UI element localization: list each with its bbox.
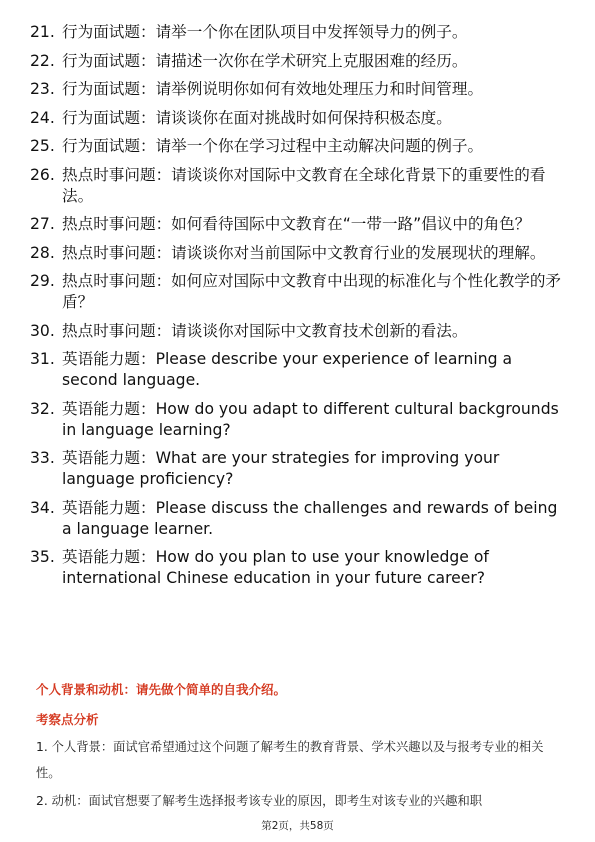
question-text: 行为面试题：请举一个你在学习过程中主动解决问题的例子。 bbox=[62, 137, 484, 155]
question-text: 英语能力题：Please discuss the challenges and rewards of being a language learner. bbox=[62, 498, 558, 538]
question-number: 29. bbox=[30, 272, 55, 290]
question-number: 22. bbox=[30, 51, 55, 70]
question-list bbox=[30, 22, 570, 597]
question-number: 33. bbox=[30, 449, 55, 467]
question-number: 30. bbox=[30, 321, 55, 340]
question-item bbox=[30, 547, 570, 589]
question-number: 26. bbox=[30, 165, 55, 184]
question-number: 25. bbox=[30, 137, 55, 155]
question-item bbox=[30, 243, 570, 264]
analysis-paragraph-2: 2. 动机：面试官想要了解考生选择报考该专业的原因，即考生对该专业的兴趣和职 bbox=[36, 794, 483, 808]
question-item bbox=[30, 399, 570, 441]
question-number: 31. bbox=[30, 350, 55, 368]
analysis-paragraph-1: 1. 个人背景：面试官希望通过这个问题了解考生的教育背景、学术兴趣以及与报考专业的相关性。 bbox=[36, 740, 544, 780]
question-text: 热点时事问题：请谈谈你对国际中文教育技术创新的看法。 bbox=[62, 321, 468, 340]
question-text: 行为面试题：请举一个你在团队项目中发挥领导力的例子。 bbox=[62, 23, 468, 41]
question-item bbox=[30, 108, 570, 129]
question-number: 28. bbox=[30, 243, 55, 262]
question-item bbox=[30, 448, 570, 490]
question-item bbox=[30, 51, 570, 72]
question-text: 英语能力题：Please describe your experience of learning a second language. bbox=[62, 350, 513, 389]
question-number: 32. bbox=[30, 399, 55, 418]
question-item bbox=[30, 214, 570, 235]
question-text: 行为面试题：请举例说明你如何有效地处理压力和时间管理。 bbox=[62, 80, 484, 98]
question-text: 热点时事问题：如何看待国际中文教育在“一带一路”倡议中的角色？ bbox=[62, 215, 531, 233]
question-item bbox=[30, 22, 570, 43]
question-number: 24. bbox=[30, 108, 55, 127]
question-text: 英语能力题：How do you adapt to different cultural backgrounds in language learning? bbox=[62, 399, 559, 439]
question-text: 热点时事问题：请谈谈你对国际中文教育在全球化背景下的重要性的看法。 bbox=[62, 165, 546, 205]
question-number: 23. bbox=[30, 80, 55, 98]
question-text: 行为面试题：请谈谈你在面对挑战时如何保持积极态度。 bbox=[62, 108, 452, 127]
question-number: 34. bbox=[30, 498, 55, 517]
question-item bbox=[30, 165, 570, 207]
question-number: 21. bbox=[30, 23, 55, 41]
question-item bbox=[30, 271, 570, 313]
question-text: 行为面试题：请描述一次你在学术研究上克服困难的经历。 bbox=[62, 51, 468, 70]
analysis-heading: 考察点分析 bbox=[36, 712, 99, 727]
question-item bbox=[30, 321, 570, 342]
question-number: 27. bbox=[30, 215, 55, 233]
question-text: 热点时事问题：请谈谈你对当前国际中文教育行业的发展现状的理解。 bbox=[62, 243, 546, 262]
question-item bbox=[30, 79, 570, 100]
question-number: 35. bbox=[30, 548, 55, 566]
question-text: 热点时事问题：如何应对国际中文教育中出现的标准化与个性化教学的矛盾？ bbox=[62, 272, 562, 311]
question-item bbox=[30, 349, 570, 391]
question-text: 英语能力题：How do you plan to use your knowledge of international Chinese education in your future career? bbox=[62, 548, 489, 587]
question-item bbox=[30, 498, 570, 540]
question-text: 英语能力题：What are your strategies for improving your language proficiency? bbox=[62, 449, 500, 488]
section-heading: 个人背景和动机：请先做个简单的自我介绍。 bbox=[36, 682, 287, 697]
question-item bbox=[30, 136, 570, 157]
page-number: 第2页，共58页 bbox=[261, 820, 334, 832]
